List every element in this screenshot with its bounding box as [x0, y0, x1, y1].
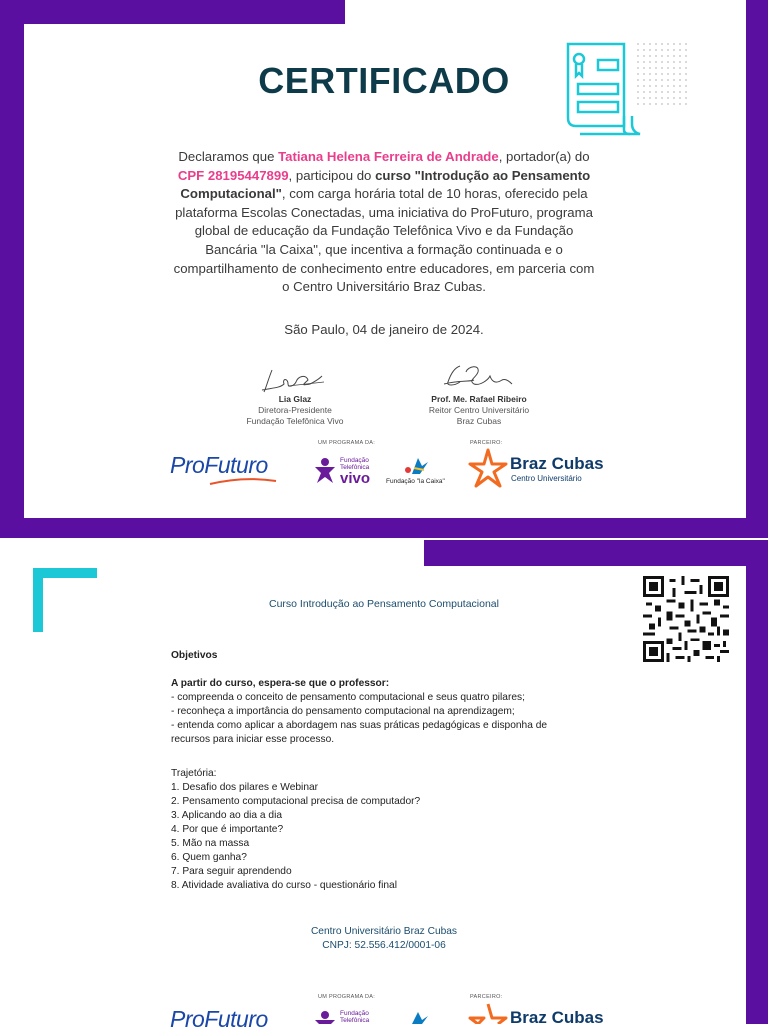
institution-cnpj: CNPJ: 52.556.412/0001-06: [322, 940, 446, 951]
trajectory-section: [171, 767, 611, 893]
profuturo-logo: ProFuturo: [170, 1006, 268, 1032]
objectives-intro: A partir do curso, espera-se que o professor:: [171, 678, 390, 689]
program-label: UM PROGRAMA DA:: [318, 440, 376, 446]
objective-item: - entenda como aplicar a abordagem nas suas práticas pedagógicas e disponha de: [171, 720, 548, 731]
certificate-date: São Paulo, 04 de janeiro de 2024.: [284, 322, 484, 337]
profuturo-swoosh-icon: [208, 478, 278, 486]
institution-name: Centro Universitário Braz Cubas: [310, 926, 458, 937]
braz-cubas-star-icon: [468, 1002, 508, 1024]
objective-item: - reconheça a importância do pensamento computacional na aprendizagem;: [171, 706, 515, 717]
program-label: UM PROGRAMA DA:: [318, 994, 376, 1000]
trajectory-item: 4. Por que é importante?: [171, 824, 284, 835]
objectives-heading: Objetivos: [171, 650, 218, 661]
vivo-figure-icon: [313, 457, 337, 485]
fundacao-line: Telefônica: [340, 1017, 370, 1024]
braz-cubas-logo: Braz Cubas: [510, 454, 604, 473]
trajectory-item: 7. Para seguir aprendendo: [171, 866, 292, 877]
institution-footer: [0, 925, 768, 953]
braz-cubas-logo: Braz Cubas: [510, 1008, 604, 1027]
purple-band-top-right: [424, 540, 768, 566]
partner-label: PARCEIRO:: [470, 440, 503, 446]
body-text: , participou do: [288, 167, 376, 183]
certificate-title: CERTIFICADO: [258, 60, 510, 101]
signature-block-1: [220, 394, 370, 427]
signer-organization: Braz Cubas: [456, 416, 502, 426]
trajectory-item: 2. Pensamento computacional precisa de computador?: [171, 796, 421, 807]
signature-rafael-ribeiro: [440, 362, 516, 392]
braz-cubas-sub: Centro Universitário: [511, 474, 582, 483]
la-caixa-star-icon: [400, 1008, 430, 1024]
trajectory-item: 6. Quem ganha?: [171, 852, 247, 863]
signer-role: Diretora-Presidente: [258, 405, 332, 415]
trajectory-item: 1. Desafio dos pilares e Webinar: [171, 782, 319, 793]
profuturo-logo: ProFuturo: [170, 452, 268, 478]
partner-label: PARCEIRO:: [470, 994, 503, 1000]
signature-block-2: [404, 394, 554, 427]
objective-item: - compreenda o conceito de pensamento computacional e seus quatro pilares;: [171, 692, 525, 703]
body-text: Declaramos que: [178, 149, 279, 164]
trajectory-item: 3. Aplicando ao dia a dia: [171, 810, 283, 821]
braz-cubas-star-icon: [468, 448, 508, 488]
qr-code-icon: [643, 576, 729, 662]
objectives-section: [171, 649, 611, 747]
fundacao-telefonica-label: [340, 1010, 369, 1024]
trajectory-heading: Trajetória:: [171, 768, 217, 779]
purple-band-top-left: [0, 0, 345, 24]
participant-cpf: CPF 28195447899: [177, 167, 289, 183]
trajectory-item: 5. Mão na massa: [171, 838, 250, 849]
body-text: , portador(a) do: [498, 149, 590, 164]
course-title: Curso Introdução ao Pensamento Computacional: [269, 598, 499, 610]
certificate-body: [170, 148, 598, 297]
la-caixa-star-icon: [400, 454, 430, 478]
signature-lia-glaz: [258, 366, 330, 396]
fundacao-line: Telefônica: [340, 464, 370, 471]
signer-name: Prof. Me. Rafael Ribeiro: [431, 394, 527, 404]
fundacao-telefonica-label: [340, 457, 369, 471]
objective-item: recursos para iniciar esse processo.: [171, 734, 335, 745]
trajectory-item: 8. Atividade avaliativa do curso - questionário final: [171, 880, 397, 891]
participant-name: Tatiana Helena Ferreira de Andrade: [278, 149, 499, 164]
vivo-logo: vivo: [340, 470, 371, 487]
signer-role: Reitor Centro Universitário: [428, 405, 530, 415]
course-name: curso "Introdução ao Pensamento Computacional": [180, 167, 591, 202]
la-caixa-label: Fundação "la Caixa": [386, 478, 445, 485]
vivo-figure-icon: [313, 1010, 337, 1024]
purple-band-bottom: [0, 518, 768, 538]
signer-name: Lia Glaz: [278, 394, 312, 404]
signer-organization: Fundação Telefônica Vivo: [246, 416, 344, 426]
fundacao-line: Fundação: [340, 1010, 369, 1017]
body-text: , com carga horária total de 10 horas, oferecido pela plataforma Escolas Conectadas, uma iniciativa do ProFuturo, programa global de educação da Fundação Telefônica Vivo e da Fundação Bancária "la Caixa", que incentiva a formação continuada e o compartilhamento de conhecimento entre educadores, em parceria com o Centro Universitário Braz Cubas.: [173, 186, 595, 295]
fundacao-line: Fundação: [340, 457, 369, 464]
